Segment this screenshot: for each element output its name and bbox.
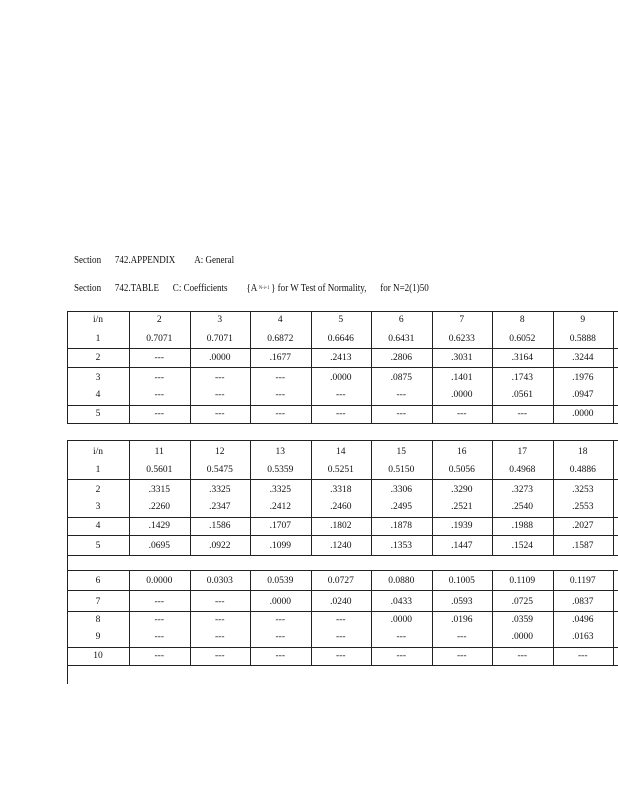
column-rule xyxy=(371,570,372,666)
table-cell: 0.4886 xyxy=(569,465,596,475)
table-cell: --- xyxy=(396,390,406,400)
section-label: Section xyxy=(74,255,102,266)
table-cell: .0000 xyxy=(390,615,412,625)
table-cell: .0196 xyxy=(451,615,473,625)
table-cell: --- xyxy=(336,390,346,400)
table-cell: .0000 xyxy=(451,390,473,400)
column-rule xyxy=(190,440,191,556)
table-cell: --- xyxy=(517,651,527,661)
column-rule xyxy=(250,311,251,424)
column-rule xyxy=(553,440,554,556)
coefficient-prefix: {A xyxy=(246,283,258,294)
column-header-row xyxy=(67,314,618,326)
table-cell: .0000 xyxy=(209,353,231,363)
table-cell: --- xyxy=(457,651,467,661)
section-number: 742.APPENDIX xyxy=(114,255,176,266)
n-range: for N=2(1)50 xyxy=(380,283,429,294)
table-cell: 0.0880 xyxy=(388,576,415,586)
column-header: 5 xyxy=(338,315,344,325)
rule-line xyxy=(67,405,618,406)
table-cell: 0.6233 xyxy=(448,334,475,344)
column-rule xyxy=(432,440,433,556)
table-cell: .2521 xyxy=(451,502,473,512)
table-cell: .0922 xyxy=(209,541,231,551)
table-cell: 0.7071 xyxy=(146,334,173,344)
table-cell: .0000 xyxy=(572,409,594,419)
table-cell: 0.4968 xyxy=(509,465,536,475)
rule-line xyxy=(67,423,618,424)
row-index: 5 xyxy=(95,541,101,551)
table-cell: .0725 xyxy=(511,597,533,607)
column-rule xyxy=(432,311,433,424)
table-cell: 0.7071 xyxy=(206,334,233,344)
table-cell: 0.5475 xyxy=(206,465,233,475)
column-rule xyxy=(129,311,130,424)
rule-line xyxy=(67,517,618,518)
table-row xyxy=(67,575,618,587)
row-index: 3 xyxy=(95,502,101,512)
table-cell: .1429 xyxy=(148,521,170,531)
table-cell: .3031 xyxy=(451,353,473,363)
table-cell: .1976 xyxy=(572,373,594,383)
row-index: 9 xyxy=(95,632,101,642)
coefficient-subscript: N-i+1 xyxy=(259,286,270,292)
table-cell: --- xyxy=(215,373,225,383)
table-cell: --- xyxy=(215,597,225,607)
column-rule xyxy=(311,311,312,424)
column-rule xyxy=(492,311,493,424)
row-index: 4 xyxy=(95,390,101,400)
table-cell: .3253 xyxy=(572,485,594,495)
column-header: 11 xyxy=(154,447,164,457)
table-cell: .0496 xyxy=(572,615,594,625)
table-cell: --- xyxy=(275,651,285,661)
table-cell: --- xyxy=(154,409,164,419)
table-row xyxy=(67,464,618,476)
table-cell: .2553 xyxy=(572,502,594,512)
table-cell: .3290 xyxy=(451,485,473,495)
table-cell: --- xyxy=(154,353,164,363)
table-row xyxy=(67,333,618,345)
table-cell: 0.5601 xyxy=(146,465,173,475)
rule-line xyxy=(67,479,618,480)
table-row xyxy=(67,631,618,643)
table-cell: .0947 xyxy=(572,390,594,400)
table-cell: --- xyxy=(457,409,467,419)
table-cell: --- xyxy=(215,632,225,642)
column-rule xyxy=(311,440,312,556)
column-rule xyxy=(190,570,191,666)
rule-line xyxy=(67,665,618,666)
coefficient-suffix: } for W Test of Normality, xyxy=(271,283,367,294)
table-cell: .2027 xyxy=(572,521,594,531)
table-row xyxy=(67,501,618,513)
table-cell: 0.5056 xyxy=(448,465,475,475)
section-label: Section xyxy=(74,283,102,294)
table-cell: --- xyxy=(396,651,406,661)
table-cell: .3273 xyxy=(511,485,533,495)
column-rule xyxy=(67,440,68,556)
table-cell: .1586 xyxy=(209,521,231,531)
corner-label: i/n xyxy=(92,315,104,325)
table-cell: .1240 xyxy=(330,541,352,551)
table-cell: 0.1005 xyxy=(448,576,475,586)
table-cell: .2495 xyxy=(390,502,412,512)
table-cell: .2260 xyxy=(148,502,170,512)
table-cell: --- xyxy=(336,409,346,419)
column-rule xyxy=(492,570,493,666)
rule-line xyxy=(67,348,618,349)
column-header: 14 xyxy=(336,447,346,457)
table-cell: .3164 xyxy=(511,353,533,363)
column-header: 2 xyxy=(156,315,162,325)
rule-line xyxy=(67,611,618,612)
table-cell: 0.6052 xyxy=(509,334,536,344)
table-cell: .0000 xyxy=(511,632,533,642)
table-cell: .2806 xyxy=(390,353,412,363)
rule-line xyxy=(67,440,618,441)
column-header: 8 xyxy=(519,315,525,325)
column-header: 3 xyxy=(217,315,223,325)
table-cell: --- xyxy=(275,409,285,419)
table-cell: --- xyxy=(396,409,406,419)
column-header: 6 xyxy=(398,315,404,325)
column-rule xyxy=(613,570,614,666)
table-cell: 0.0303 xyxy=(206,576,233,586)
column-rule xyxy=(190,311,191,424)
table-cell: 0.1109 xyxy=(509,576,536,586)
rule-line xyxy=(67,647,618,648)
table-cell: .1524 xyxy=(511,541,533,551)
table-row xyxy=(67,540,618,552)
column-header: 17 xyxy=(517,447,527,457)
row-index: 4 xyxy=(95,521,101,531)
table-cell: --- xyxy=(336,632,346,642)
table-cell: --- xyxy=(517,409,527,419)
table-cell: .1988 xyxy=(511,521,533,531)
table-cell: .0561 xyxy=(511,390,533,400)
table-cell: --- xyxy=(154,390,164,400)
table-cell: .0000 xyxy=(330,373,352,383)
table-cell: .0695 xyxy=(148,541,170,551)
table-cell: --- xyxy=(275,373,285,383)
column-header: 4 xyxy=(277,315,283,325)
table-cell: --- xyxy=(396,632,406,642)
table-cell: .1401 xyxy=(451,373,473,383)
table-row xyxy=(67,389,618,401)
corner-label: i/n xyxy=(92,447,104,457)
table-cell: --- xyxy=(215,615,225,625)
column-header: 12 xyxy=(215,447,225,457)
column-header: 13 xyxy=(275,447,285,457)
table-cell: --- xyxy=(275,390,285,400)
table-cell: 0.5888 xyxy=(569,334,596,344)
table-cell: .1939 xyxy=(451,521,473,531)
table-cell: 0.6646 xyxy=(327,334,354,344)
table-cell: 0.0000 xyxy=(146,576,173,586)
column-rule xyxy=(129,440,130,556)
table-cell: .2347 xyxy=(209,502,231,512)
table-cell: 0.6872 xyxy=(267,334,294,344)
table-cell: 0.0539 xyxy=(267,576,294,586)
row-index: 2 xyxy=(95,353,101,363)
column-rule xyxy=(553,570,554,666)
rule-line xyxy=(67,590,618,591)
table-cell: .3325 xyxy=(209,485,231,495)
row-index: 8 xyxy=(95,615,101,625)
table-cell: --- xyxy=(154,373,164,383)
table-cell: .2460 xyxy=(330,502,352,512)
table-cell: .3318 xyxy=(330,485,352,495)
table-row xyxy=(67,596,618,608)
table-cell: .0163 xyxy=(572,632,594,642)
row-index: 6 xyxy=(95,576,101,586)
table-cell: --- xyxy=(275,615,285,625)
section-part: C: Coefficients xyxy=(172,283,228,294)
table-cell: --- xyxy=(215,390,225,400)
column-rule xyxy=(613,440,614,556)
column-rule xyxy=(67,311,68,424)
coefficient-table xyxy=(67,0,618,800)
column-header: 15 xyxy=(396,447,406,457)
table-row xyxy=(67,352,618,364)
table-cell: 0.5251 xyxy=(327,465,354,475)
table-cell: .3315 xyxy=(148,485,170,495)
table-cell: .1743 xyxy=(511,373,533,383)
column-rule xyxy=(250,570,251,666)
table-cell: --- xyxy=(578,651,588,661)
table-cell: 0.5359 xyxy=(267,465,294,475)
column-rule xyxy=(371,440,372,556)
column-rule xyxy=(432,570,433,666)
rule-line xyxy=(67,311,618,312)
row-index: 1 xyxy=(95,465,101,475)
rule-line xyxy=(67,367,618,368)
column-rule xyxy=(67,570,68,666)
column-header: 16 xyxy=(457,447,467,457)
table-cell: .0593 xyxy=(451,597,473,607)
table-cell: .0433 xyxy=(390,597,412,607)
table-cell: .0000 xyxy=(269,597,291,607)
table-cell: .2412 xyxy=(269,502,291,512)
column-rule xyxy=(613,311,614,424)
table-cell: .3306 xyxy=(390,485,412,495)
table-cell: .0837 xyxy=(572,597,594,607)
section-part: A: General xyxy=(194,255,235,266)
column-rule xyxy=(311,570,312,666)
row-index: 2 xyxy=(95,485,101,495)
table-cell: --- xyxy=(336,651,346,661)
row-index: 10 xyxy=(93,651,103,661)
row-index: 5 xyxy=(95,409,101,419)
table-row xyxy=(67,484,618,496)
table-row xyxy=(67,614,618,626)
table-cell: .3244 xyxy=(572,353,594,363)
row-index: 3 xyxy=(95,373,101,383)
rule-line xyxy=(67,535,618,536)
table-cell: 0.0727 xyxy=(327,576,354,586)
table-cell: --- xyxy=(336,615,346,625)
table-cell: .1802 xyxy=(330,521,352,531)
column-rule xyxy=(67,555,68,571)
column-header-row xyxy=(67,446,618,458)
table-cell: 0.5150 xyxy=(388,465,415,475)
table-cell: --- xyxy=(154,632,164,642)
table-cell: .3325 xyxy=(269,485,291,495)
row-index: 1 xyxy=(95,334,101,344)
table-cell: .2540 xyxy=(511,502,533,512)
table-cell: 0.1197 xyxy=(569,576,596,586)
table-cell: .2413 xyxy=(330,353,352,363)
table-row xyxy=(67,408,618,420)
table-cell: .1353 xyxy=(390,541,412,551)
table-cell: .1707 xyxy=(269,521,291,531)
rule-line xyxy=(67,570,618,571)
table-cell: --- xyxy=(154,597,164,607)
column-rule xyxy=(250,440,251,556)
column-rule xyxy=(492,440,493,556)
table-cell: .1587 xyxy=(572,541,594,551)
table-cell: --- xyxy=(275,632,285,642)
rule-line xyxy=(67,555,618,556)
table-cell: .1878 xyxy=(390,521,412,531)
table-cell: .1099 xyxy=(269,541,291,551)
column-rule xyxy=(129,570,130,666)
column-rule xyxy=(371,311,372,424)
table-cell: --- xyxy=(154,651,164,661)
column-rule xyxy=(67,665,68,684)
table-cell: --- xyxy=(457,632,467,642)
table-cell: .0240 xyxy=(330,597,352,607)
column-header: 7 xyxy=(459,315,465,325)
table-cell: 0.6431 xyxy=(388,334,415,344)
row-index: 7 xyxy=(95,597,101,607)
table-row xyxy=(67,520,618,532)
table-row xyxy=(67,650,618,662)
table-cell: --- xyxy=(215,651,225,661)
column-rule xyxy=(553,311,554,424)
table-cell: --- xyxy=(215,409,225,419)
table-cell: .0875 xyxy=(390,373,412,383)
table-cell: --- xyxy=(154,615,164,625)
table-row xyxy=(67,372,618,384)
column-header: 9 xyxy=(580,315,586,325)
column-header: 18 xyxy=(578,447,588,457)
table-cell: .1447 xyxy=(451,541,473,551)
section-number: 742.TABLE xyxy=(114,283,160,294)
table-cell: .1677 xyxy=(269,353,291,363)
table-cell: .0359 xyxy=(511,615,533,625)
